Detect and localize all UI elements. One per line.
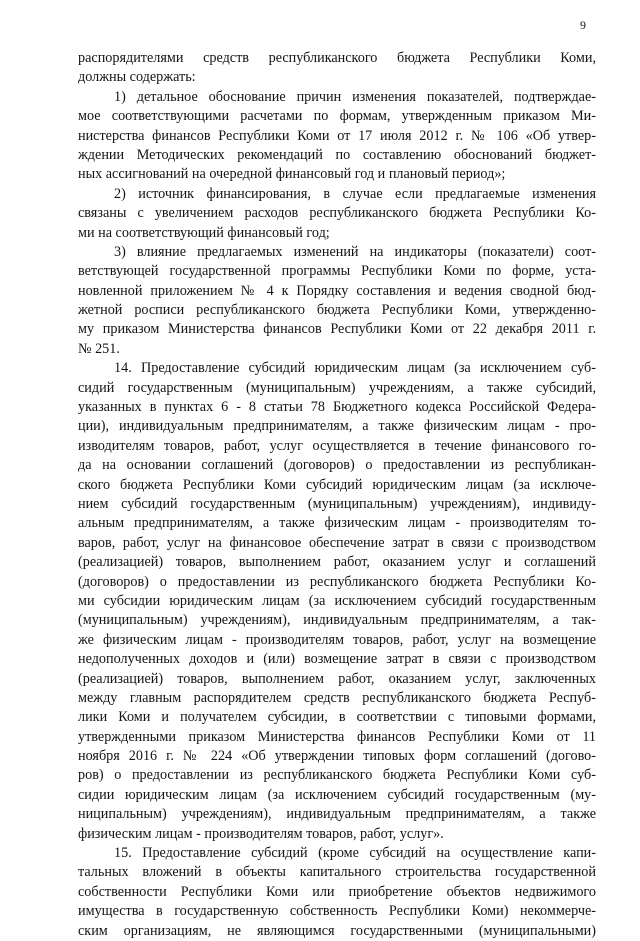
text-line: (реализацией) товаров, выполнением работ, оказанием услуг и соглашений: [78, 554, 596, 571]
text-line: ского бюджета Республики Коми субсидий юридическим лицам (за исключе-: [78, 476, 596, 493]
text-line: новленной приложением № 4 к Порядку составления и ведения сводной бюд-: [78, 282, 596, 299]
text-line: варов, работ, услуг на финансовое обеспечение затрат в связи с производством: [78, 534, 596, 551]
text-line: 3) влияние предлагаемых изменений на индикаторы (показатели) соот-: [114, 243, 596, 260]
text-line: мое соответствующими расчетами по формам, утвержденным приказом Ми-: [78, 108, 596, 125]
text-line: 15. Предоставление субсидий (кроме субсидий на осуществление капи-: [114, 845, 596, 862]
text-line: 1) детальное обоснование причин изменения показателей, подтверждае-: [114, 88, 596, 105]
text-line: изводителям товаров, работ, услуг осуществляется в течение финансового го-: [78, 437, 596, 454]
text-line: жетной росписи республиканского бюджета Республики Коми, утвержденно-: [78, 302, 596, 319]
text-line: нистерства финансов Республики Коми от 17 июля 2012 г. № 106 «Об утвер-: [78, 127, 596, 144]
text-line: же физическим лицам - производителям товаров, работ, услуг на возмещение: [78, 631, 596, 648]
text-line: да на основании соглашений (договоров) о предоставлении из республикан-: [78, 457, 596, 474]
text-line: физическим лицам - производителям товаров, работ, услуг».: [78, 825, 444, 842]
text-line: должны содержать:: [78, 69, 196, 86]
text-line: ми субсидии юридическим лицам (за исключением субсидий государственным: [78, 592, 596, 609]
text-line: ским организациям, не являющимся государственными (муниципальными): [78, 922, 596, 939]
page-number: 9: [580, 18, 586, 32]
text-line: ноября 2016 г. № 224 «Об утверждении типовых форм соглашений (догово-: [78, 748, 596, 765]
text-line: ми на соответствующий финансовый год;: [78, 224, 330, 241]
document-body: [78, 49, 596, 941]
text-line: ров) о предоставлении из республиканского бюджета Республики Коми суб-: [78, 767, 596, 784]
text-line: (реализацией) товаров, выполнением работ, оказанием услуг, заключенных: [78, 670, 596, 687]
text-line: му приказом Министерства финансов Республики Коми от 22 декабря 2011 г.: [78, 321, 596, 338]
text-line: собственности Республики Коми или приобретение объектов недвижимого: [78, 883, 596, 900]
text-line: сидий государственным (муниципальным) учреждениям, а также субсидий,: [78, 379, 596, 396]
text-line: связаны с увеличением расходов республиканского бюджета Республики Ко-: [78, 205, 596, 222]
text-line: недополученных доходов и (или) возмещение затрат в связи с производством: [78, 651, 596, 668]
text-line: утвержденными приказом Министерства финансов Республики Коми от 11: [78, 728, 596, 745]
text-line: ных ассигнований на очередной финансовый год и плановый период»;: [78, 166, 506, 183]
text-line: 14. Предоставление субсидий юридическим лицам (за исключением суб-: [114, 360, 596, 377]
text-line: альным предпринимателям, а также физическим лицам - производителям то-: [78, 515, 596, 532]
text-line: ждении Методических рекомендаций по составлению обоснований бюджет-: [78, 146, 596, 163]
text-line: лики Коми и получателем субсидии, в соответствии с типовыми формами,: [78, 709, 596, 726]
text-line: распорядителями средств республиканского бюджета Республики Коми,: [78, 50, 596, 66]
text-line: между главным распорядителем средств республиканского бюджета Респуб-: [78, 689, 596, 706]
text-line: тальных вложений в объекты капитального строительства государственной: [78, 864, 596, 881]
text-line: указанных в пунктах 6 - 8 статьи 78 Бюджетного кодекса Российской Федера-: [78, 399, 596, 416]
text-line: сидии юридическим лицам (за исключением субсидий государственным (му-: [78, 786, 596, 803]
text-line: 2) источник финансирования, в случае если предлагаемые изменения: [114, 185, 596, 202]
text-line: ции), индивидуальным предпринимателям, а также физическим лицам - про-: [78, 418, 596, 435]
text-line: (муниципальным) учреждениям), индивидуальным предпринимателям, а так-: [78, 612, 596, 629]
text-line: нием субсидий государственным (муниципальным) учреждениям), индивиду-: [78, 495, 596, 512]
text-line: ветствующей государственной программы Республики Коми по форме, уста-: [78, 263, 596, 280]
text-line: (договоров) о предоставлении из республиканского бюджета Республики Ко-: [78, 573, 596, 590]
text-line: № 251.: [78, 340, 120, 357]
text-line: имущества в государственную собственность Республики Коми) некоммерче-: [78, 903, 596, 920]
text-line: ниципальным) учреждениям), индивидуальным предпринимателям, а также: [78, 806, 596, 823]
